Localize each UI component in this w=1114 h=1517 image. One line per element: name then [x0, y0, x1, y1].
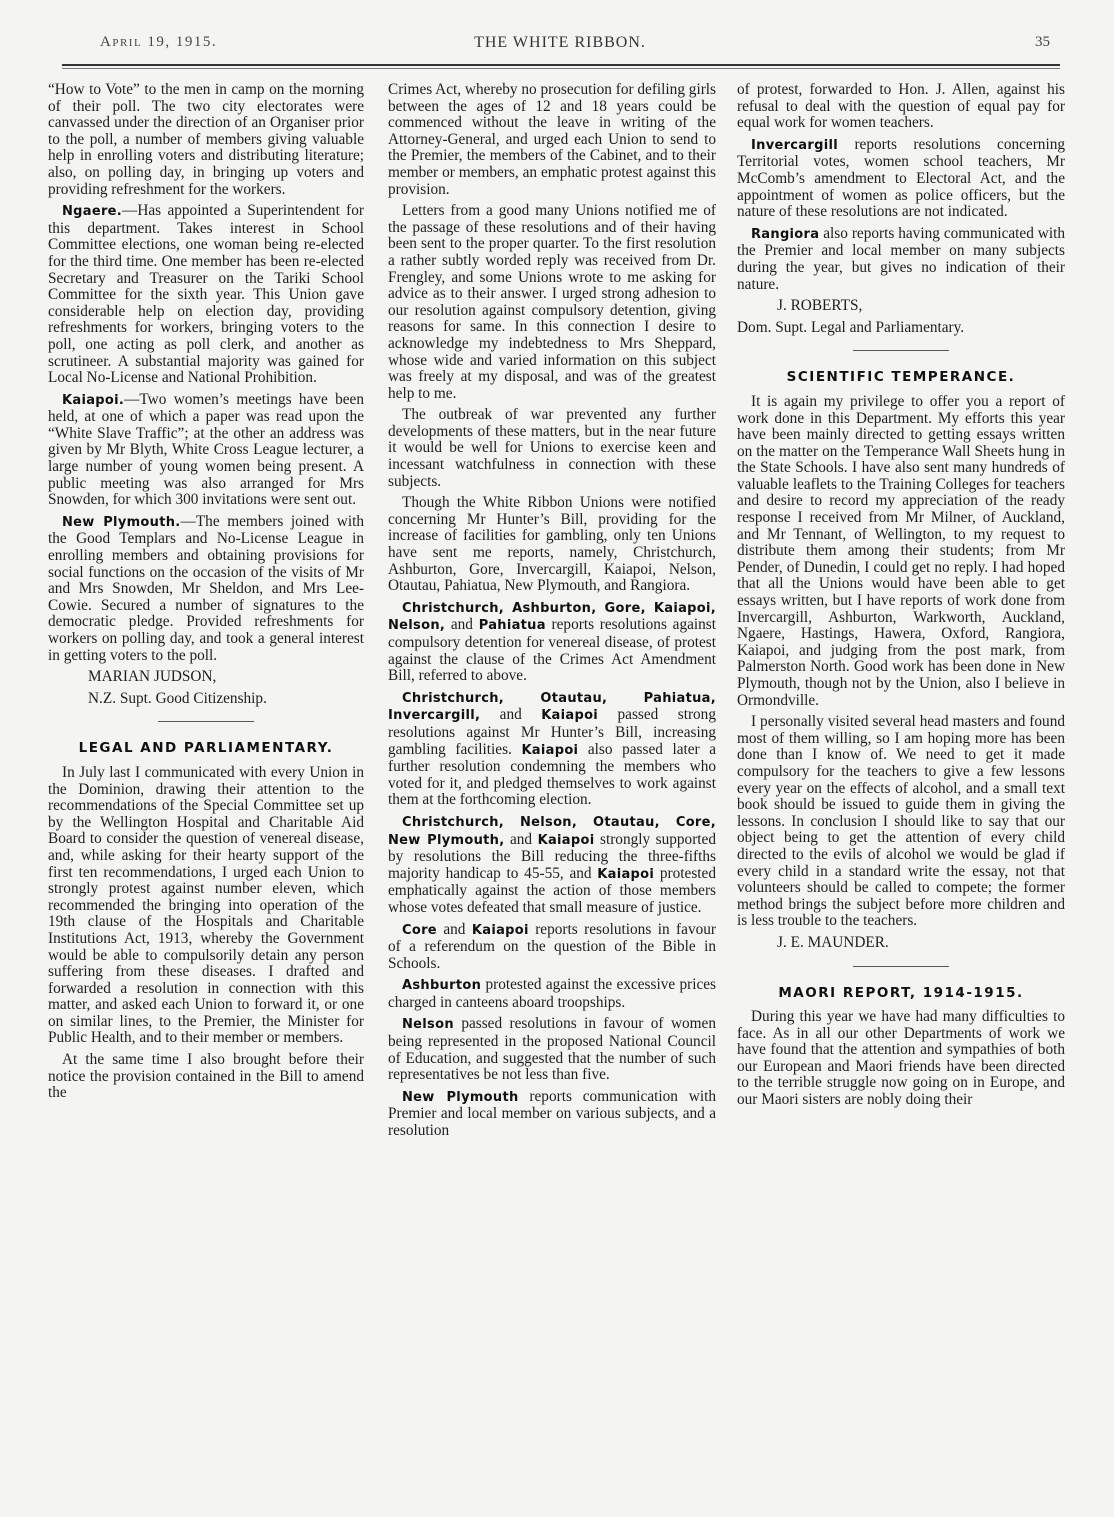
paragraph: I personally visited several head masters and found most of them willing, so I am hoping more has been done than I know of. We need to get it made compulsory for the teachers to give a few lessons every year on the effects of alcohol, and a small text book should be issued to guide them in giving the lessons. In conclusion I should like to say that our object being to get the attention of every child directed to the evils of alcohol we would be glad if every child in a standard write the essay, not that volunteers should be called to compete; the former method brings the subject before more children and is less trouble to the teachers. — [737, 713, 1065, 930]
masthead-title: THE WHITE RIBBON. — [474, 34, 646, 51]
paragraph: It is again my privilege to offer you a report of work done in this Department. My efforts this year have been mainly directed to getting essays written on the matter on the Temperance Wall Sheets hung in the State Schools. I have also sent many hundreds of valuable leaflets to the Training Colleges for teachers and desire to record my appreciation of the ready response I received from Mr Milner, of Auckland, and Mr Tennant, of Wellington, to my request to distribute them among their students; from Mr Pender, of Dunedin, I could get no reply. I had hoped that all the Unions would have been able to get essays written, but I have reports of work done from Invercargill, Ashburton, Warkworth, Auckland, Ngaere, Hastings, Hawera, Oxford, Rangiora, Kaiapoi, and judging from the post mark, from Palmerston North. Good work has been done in New Plymouth, though not by the Union, also I believe in Ormondville. — [737, 392, 1065, 709]
union-name: New Plymouth. — [62, 514, 181, 530]
paragraph-resolutions: Ashburton protested against the excessive prices charged in canteens aboard troopships. — [388, 976, 716, 1011]
paragraph: In July last I communicated with every Union in the Dominion, drawing their attention to the recommendations of the Special Committee set up by the Wellington Hospital and Charitable Aid Board to consider the question of venereal disease, and, while asking for their hearty support of the first ten recommendations, I urged each Union to strongly protest against number eleven, which recommended the bringing into operation of the 19th clause of the Hospitals and Charitable Institutions Act, 1913, whereby the Government would be able to compulsorily detain any person suffering from these diseases. I drafted and forwarded a resolution in connection with this matter, and asked each Union to forward it, or one on similar lines, to the Premier, the Minister for Public Health, and to their member or members. — [48, 763, 364, 1047]
paragraph: Crimes Act, whereby no prosecution for defiling girls between the ages of 12 and 18 years could be commenced without the leave in writing of the Attorney-General, and urged each Union to send to the Premier, the members of the Cabinet, and to their member or members, an emphatic protest against this provision. — [388, 81, 716, 198]
column-3 — [737, 82, 1065, 1114]
signature-name: MARIAN JUDSON, — [88, 668, 217, 686]
union-name: Invercargill — [751, 137, 838, 153]
column-2 — [388, 82, 716, 1145]
paragraph: At the same time I also brought before their notice the provision contained in the Bill to amend the — [48, 1051, 364, 1102]
paragraph-resolutions: Christchurch, Nelson, Otautau, Core, New Plymouth, and Kaiapoi strongly supported by resolutions the Bill reducing the three-fifths majority handicap to 45-55, and Kaiapoi protested emphatically against the action of those members whose votes defeated that small measure of justice. — [388, 814, 716, 916]
paragraph: of protest, forwarded to Hon. J. Allen, against his refusal to deal with the question of equal pay for equal work for women teachers. — [737, 81, 1065, 132]
paragraph-kaiapoi: Kaiapoi.—Two women’s meetings have been held, at one of which a paper was read upon the “White Slave Traffic”; at the other an address was given by Mr Blyth, White Cross League lecturer, a large number of young women being present. A public meeting was also arranged for Mrs Snowden, for which 300 invitations were sent out. — [48, 390, 364, 509]
header-rule — [62, 64, 1060, 69]
paragraph-new-plymouth: New Plymouth.—The members joined with the Good Templars and No-License League in enrolling members and obtaining provisions for social functions on the occasion of the visits of Mr and Mrs Snowden, Mr Sheldon, and Mrs Lee-Cowie. Secured a number of signatures to the democratic pledge. Provided refreshments for workers on polling day, and took a general interest in getting voters to the poll. — [48, 512, 364, 664]
section-heading-scientific-temperance: SCIENTIFIC TEMPERANCE. — [786, 369, 1016, 386]
section-divider — [158, 721, 254, 722]
issue-date: April 19, 1915. — [100, 34, 218, 50]
union-name: Kaiapoi. — [62, 392, 125, 408]
signature-name: J. ROBERTS, — [777, 297, 863, 315]
section-heading-maori-report: MAORI REPORT, 1914-1915. — [778, 984, 1024, 1001]
paragraph-rangiora: Rangiora also reports having communicated with the Premier and local member on many subjects during the year, but gives no indication of their nature. — [737, 224, 1065, 293]
union-name: Rangiora — [751, 226, 820, 242]
paragraph: The outbreak of war prevented any further developments of these matters, but in the near future it would be well for Unions to exercise keen and incessant watchfulness in connection with these subjects. — [388, 406, 716, 490]
paragraph: Though the White Ribbon Unions were notified concerning Mr Hunter’s Bill, providing for the increase of facilities for gambling, only ten Unions have sent me reports, namely, Christchurch, Ashburton, Gore, Invercargill, Kaiapoi, Nelson, Otautau, Pahiatua, New Plymouth, and Rangiora. — [388, 494, 716, 595]
page-header — [60, 34, 1060, 56]
section-divider — [853, 966, 949, 967]
union-name: Ngaere. — [62, 204, 123, 220]
signature-title: Dom. Supt. Legal and Parliamentary. — [737, 318, 965, 336]
paragraph-invercargill: Invercargill reports resolutions concerning Territorial votes, women school teachers, Mr McComb’s amendment to Electoral Act, and the appointment of women as police officers, but the nature of these resolutions are not indicated. — [737, 135, 1065, 221]
paragraph-resolutions: Nelson passed resolutions in favour of women being represented in the proposed National Council of Education, and suggested that the number of such representatives be not less than five. — [388, 1015, 716, 1084]
column-1 — [48, 82, 364, 1107]
paragraph: Letters from a good many Unions notified me of the passage of these resolutions and of their having been sent to the proper quarter. To the first resolution a rather subtly worded reply was received from Dr. Frengley, and some Unions wrote to me asking for advice as to their answer. I urged strong adhesion to our resolution against compulsory detention, giving reasons for same. In this connection I desire to acknowledge my indebtedness to Mrs Sheppard, whose wide and varied information on this subject was freely at my disposal, and was of the greatest help to me. — [388, 202, 716, 402]
paragraph-resolutions: Christchurch, Otautau, Pahiatua, Invercargill, and Kaiapoi passed strong resolutions against Mr Hunter’s Bill, increasing gambling facilities. Kaiapoi also passed later a further resolution condemning the members who voted for it, and pledged themselves to work against them at the forthcoming election. — [388, 690, 717, 809]
paragraph-resolutions: New Plymouth reports communication with Premier and local member on various subjects, and a resolution — [388, 1087, 716, 1140]
section-divider — [853, 350, 949, 351]
section-heading-legal: LEGAL AND PARLIAMENTARY. — [78, 740, 334, 757]
paragraph-ngaere: Ngaere.—Has appointed a Superintendent for this department. Takes interest in School Committee elections, one woman being re-elected for the third time. One member has been re-elected Secretary and Treasurer on the Tariki School Committee for the sixth year. This Union gave considerable help on election day, providing refreshments for workers, bringing voters to the poll, one acting as poll clerk, and another as scrutineer. A substantial majority was gained for Local No-License and National Prohibition. — [48, 202, 364, 387]
paragraph-resolutions: Christchurch, Ashburton, Gore, Kaiapoi, Nelson, and Pahiatua reports resolutions against compulsory detention for venereal disease, of protest against the clause of the Crimes Act Amendment Bill, referred to above. — [388, 600, 716, 685]
paragraph: “How to Vote” to the men in camp on the morning of their poll. The two city electorates were canvassed under the direction of an Organiser prior to the poll, a number of members giving valuable help in enrolling voters and distributing literature; also, on polling day, in bringing up voters and providing refreshment for the workers. — [48, 81, 364, 198]
signature-name: J. E. MAUNDER. — [777, 933, 889, 951]
page-number: 35 — [1035, 34, 1050, 50]
paragraph: During this year we have had many difficulties to face. As in all our other Departments of work we have found that the attention and sympathies of both our European and Maori friends have been directed to the terrible struggle now going on in Europe, and our Maori sisters are nobly doing their — [737, 1008, 1065, 1109]
paragraph-resolutions: Core and Kaiapoi reports resolutions in favour of a referendum on the question of the Bible in Schools. — [388, 920, 716, 972]
signature-title: N.Z. Supt. Good Citizenship. — [88, 689, 267, 707]
